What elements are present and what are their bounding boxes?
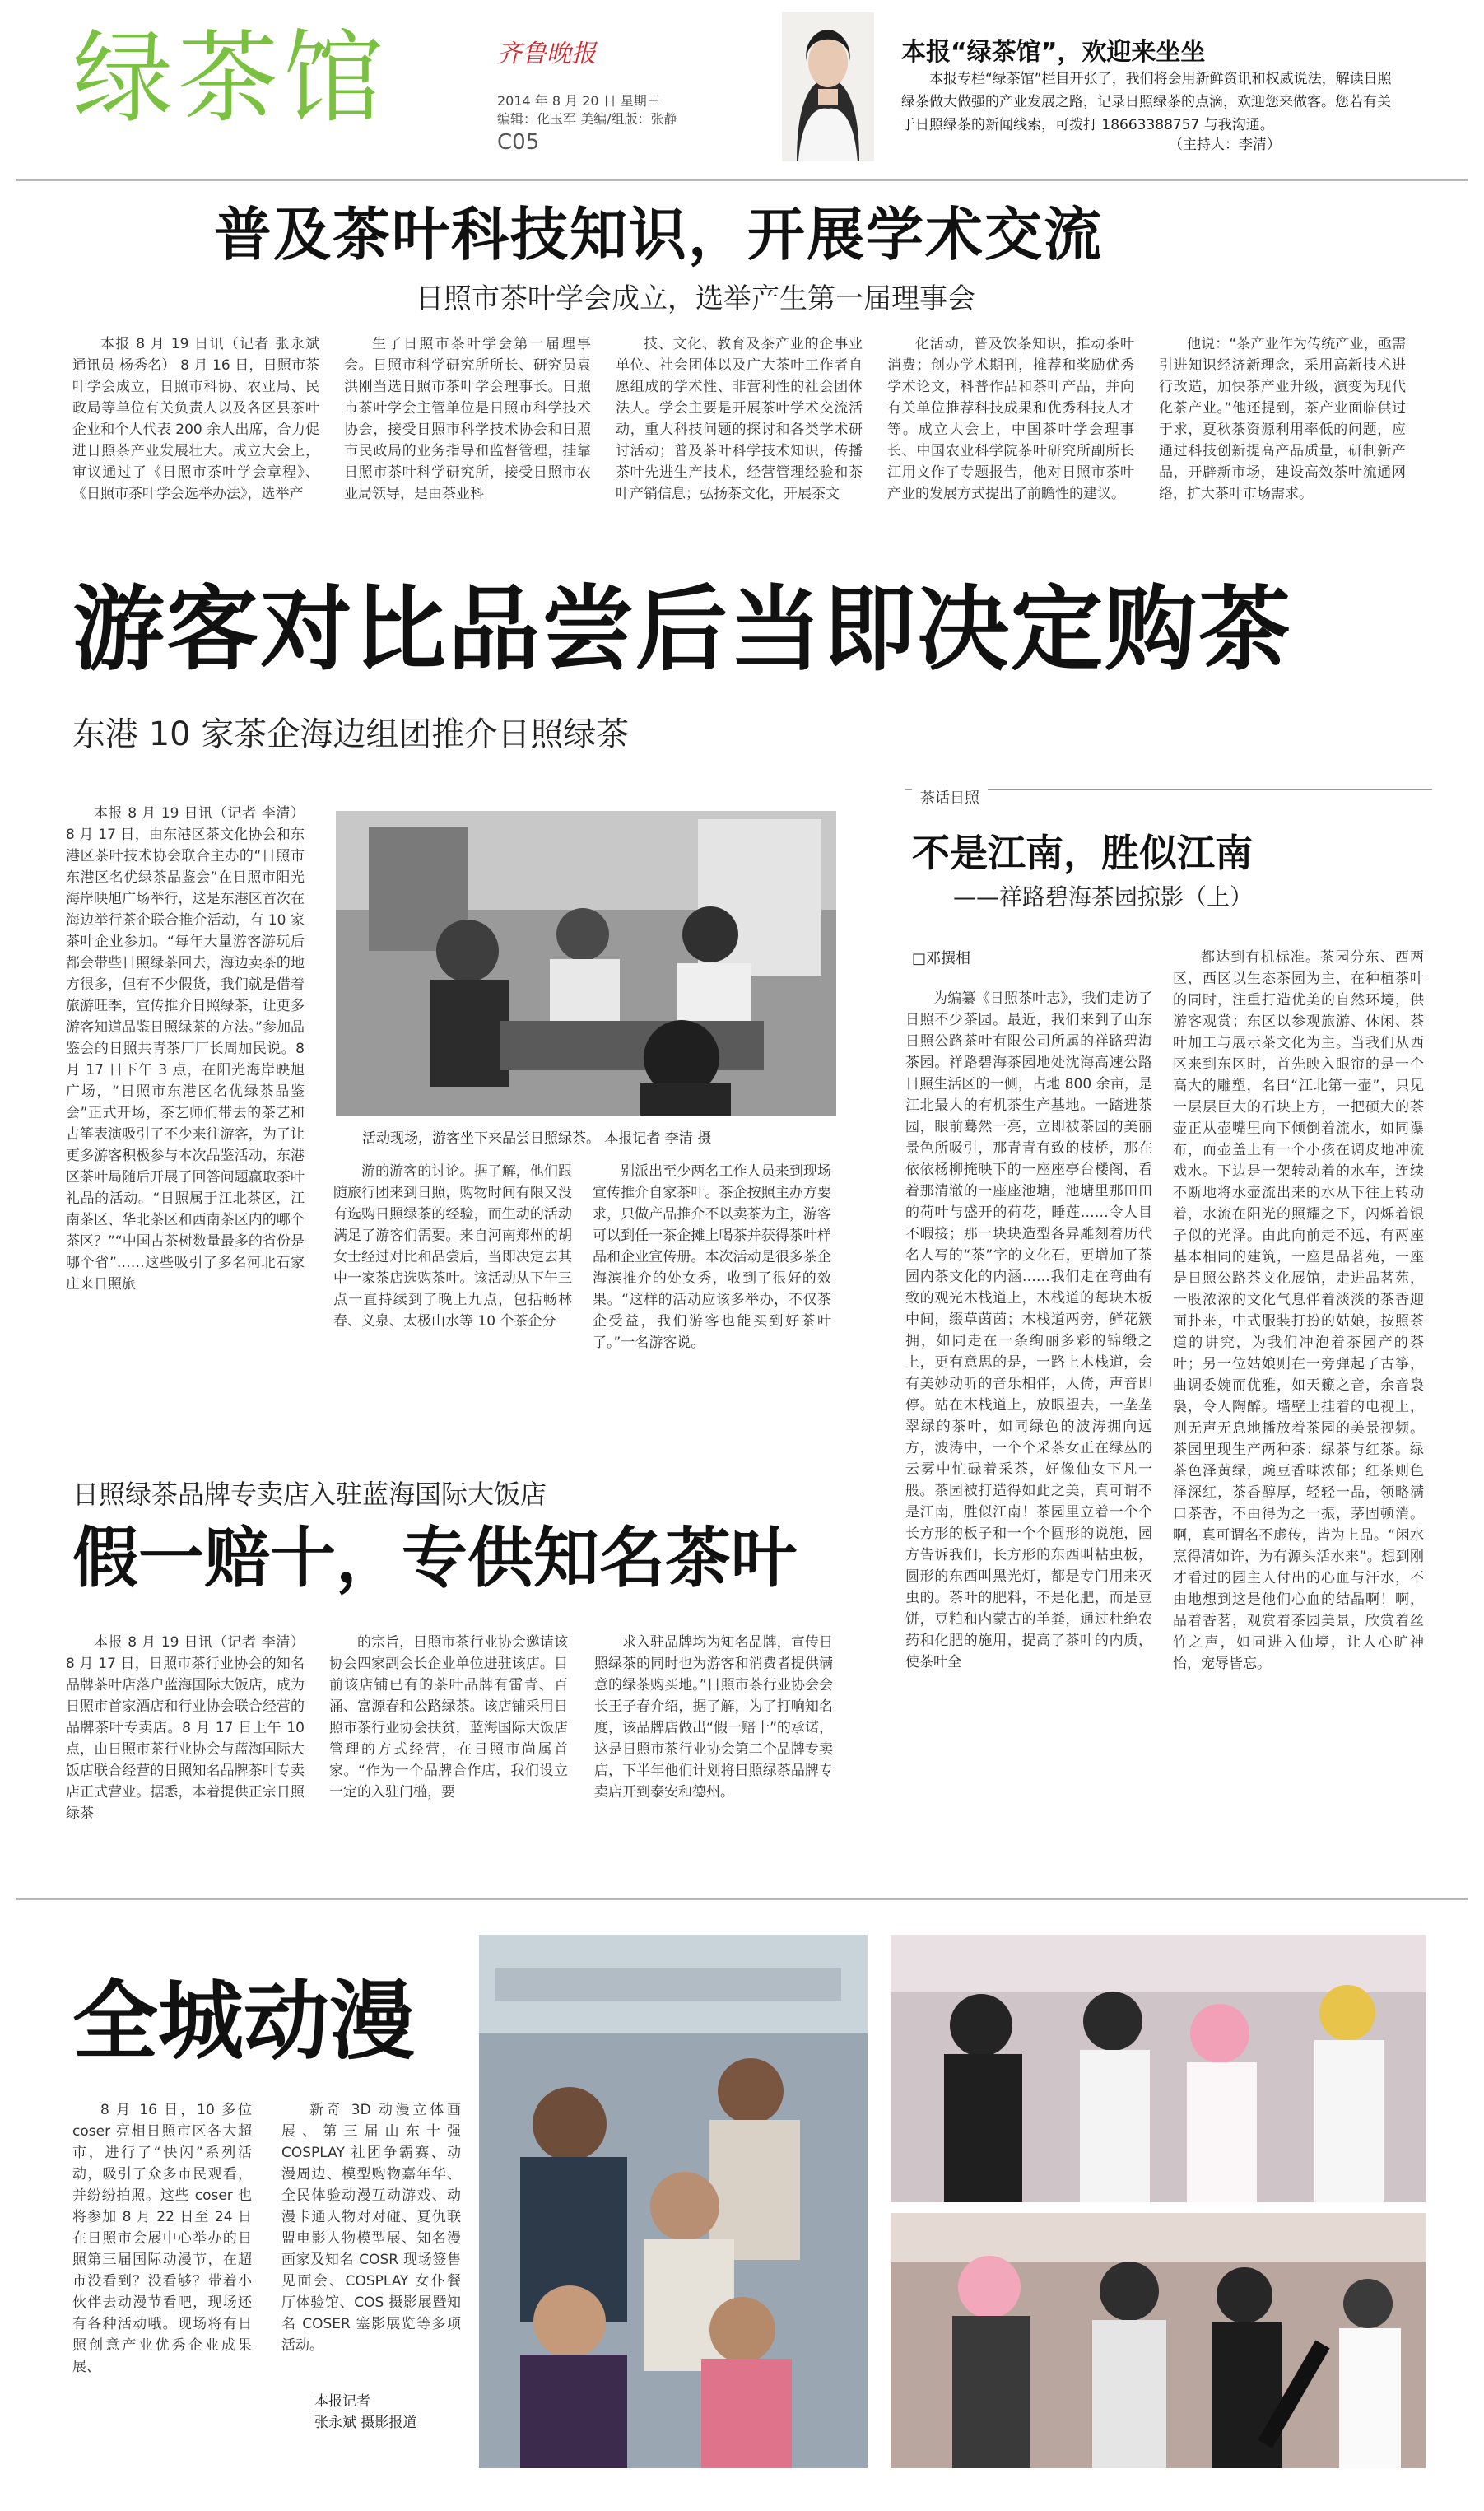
sidebar-tag: 茶话日照	[912, 786, 988, 808]
article1-column: 他说：“茶产业作为传统产业，亟需引进知识经济新理念，采用高新技术进行改造，加快茶产业升级，演变为现代化茶产业。”他还提到，茶产业面临供过于求，夏秋茶资源利用率低的问题，应通过科技创新提高产品质量，研制新产品，开辟新市场，建设高效茶叶流通网络，扩大茶叶市场需求。	[1159, 336, 1406, 502]
article1-column: 本报 8 月 19 日讯（记者 张永斌 通讯员 杨秀名） 8 月 16 日，日照市茶叶学会成立，日照市科协、农业局、民政局等单位有关负责人以及各区县茶叶企业和个人代表 200 余人出席，合力促进日照茶产业发展壮大。成立大会上，审议通过了《日照市茶叶学会章程》、《日照市茶叶学会选举办法》，选举产	[72, 336, 319, 502]
article4-column: 新奇 3D 动漫立体画展、第三届山东十强 COSPLAY 社团争霸赛、动漫周边、模型购物嘉年华、全民体验动漫互动游戏、动漫卡通人物对对碰、夏仇联盟电影人物模型展、知名漫画家及知名 COSR 现场签售见面会、COSPLAY 女仆餐厅体验馆、COS 摄影展暨知名 COSER 塞影展览等多项活动。	[281, 2102, 461, 2354]
tea-tasting-photo-caption: 活动现场，游客坐下来品尝日照绿茶。 本报记者 李清 摄	[362, 1130, 712, 1147]
section-rule	[16, 1898, 1468, 1900]
sidebar-byline: □邓撰相	[912, 950, 971, 967]
article1-column: 化活动，普及饮茶知识，推动茶叶消费；创办学术期刊，推荐和奖励优秀学术论文，科普作品和茶叶产品，并向有关单位推荐科技成果和优秀科技人才等。成立大会上，中国茶叶学会理事长、中国农业科学院茶叶研究所副所长江用文作了专题报告，他对日照市茶叶产业的发展方式提出了前瞻性的建议。	[887, 336, 1134, 502]
article3-column: 本报 8 月 19 日讯（记者 李清） 8 月 17 日，日照市茶行业协会的知名品牌茶叶店落户蓝海国际大饭店，成为日照市首家酒店和行业协会联合经营的品牌茶叶专卖店。8 月 17 日上午 10 点，由日照市茶行业协会与蓝海国际大饭店联合经营的日照知名品牌茶叶专卖店正式营业。据悉，本着提供正宗日照绿茶	[66, 1634, 305, 1822]
paper-logo: 齐鲁晚报	[497, 40, 596, 68]
cosplay-group-photo	[891, 1935, 1426, 2202]
article4-credit-label: 本报记者	[314, 2393, 370, 2410]
article2-column: 别派出至少两名工作人员来到现场宣传推介自家茶叶。茶企按照主办方要求，只做产品推介不以卖茶为主，游客可以到任一茶企摊上喝茶并获得茶叶样品和企业宣传册。本次活动是很多茶企海滨推介的处女秀，收到了很好的效果。“这样的活动应该多举办，不仅茶企受益，我们游客也能买到好茶叶了。”一名游客说。	[593, 1163, 831, 1351]
sidebar-column: 都达到有机标准。茶园分东、西两区，西区以生态茶园为主，在种植茶叶的同时，注重打造优美的自然环境，供游客观赏；东区以参观旅游、休闲、茶叶加工与展示茶文化为主。当我们从西区来到东区时，首先映入眼帘的是一个高大的雕塑，名曰“江北第一壶”，只见一层层巨大的石块上方，一把硕大的茶壶正从壶嘴里向下倾倒着流水，如同瀑布，而壶盖上有一个小孩在调皮地冲流戏水。下边是一架转动着的水车，连续不断地将水壶流出来的水从下往上转动着，水流在阳光的照耀之下，闪烁着银子似的光泽。由此向前走不远，有两座基本相同的建筑，一座是品茗苑，一座是日照公路茶文化展馆，走进品茗苑，一股浓浓的文化气息伴着淡淡的茶香迎面扑来，中式服装打扮的姑娘，按照茶道的讲究，为我们冲泡着茶园产的茶叶；另一位姑娘则在一旁弹起了古筝，曲调委婉而优雅，如天籁之音，余音袅袅，令人陶醉。墙壁上挂着的电视上，则无声无息地播放着茶园的美景视频。茶园里现生产两种茶：绿茶与红茶。绿茶色泽黄绿，豌豆香味浓郁；红茶则色泽深红，茶香醇厚，轻轻一品，领略满口茶香，不由得为之一振，茅固顿消。啊，真可谓名不虚传，皆为上品。“闲水烹得清如许，为有源头活水来”。想到刚才看过的园主人付出的心血与汗水，不由地想到这是他们心血的结晶啊！啊，品着香茗，观赏着茶园美景，欣赏着丝竹之声，如同进入仙境，让人心旷神怡，宠辱皆忘。	[1173, 949, 1424, 1672]
article2-column: 本报 8 月 19 日讯（记者 李清） 8 月 17 日，由东港区茶文化协会和东港区茶叶技术协会联合主办的“日照市东港区名优绿茶品鉴会”在日照市阳光海岸映旭广场举行，这是东港区首次在海边举行茶企联合推介活动，有 10 家茶叶企业参加。“每年大量游客游玩后都会带些日照绿茶回去，海边卖茶的地方很多，但有不少假货，我们就是借着旅游旺季，宣传推介日照绿茶，让更多游客知道品鉴日照绿茶的方法。”参加品鉴会的日照共青茶厂厂长周加民说。8 月 17 日下午 3 点，在阳光海岸映旭广场，“日照市东港区名优绿茶品鉴会”正式开场，茶艺师们带去的茶艺和古筝表演吸引了不少来往游客，为了让更多游客积极参与本次品鉴活动，东港区茶叶局随后开展了回答问题赢取茶叶礼品的活动。“日照属于江北茶区，江南茶区、华北茶区和西南茶区内的哪个茶区？”“中国古茶树数量最多的省份是哪个省”……这些吸引了多名河北石家庄来日照旅	[66, 805, 305, 1293]
tea-tasting-photo	[336, 811, 836, 1116]
intro-title: 本报“绿茶馆”，欢迎来坐坐	[901, 38, 1206, 67]
article3-column: 的宗旨，日照市茶行业协会邀请该协会四家副会长企业单位进驻该店。目前该店铺已有的茶叶品牌有雷青、百涌、富源春和公路绿茶。该店铺采用日照市茶行业协会扶贫，蓝海国际大饭店管理的方式经营，在日照市尚属首家。“作为一个品牌合作店，我们设立一定的入驻门槛，要	[329, 1634, 568, 1801]
article3-column: 求入驻品牌均为知名品牌，宣传日照绿茶的同时也为游客和消费者提供满意的绿茶购买地。”日照市茶行业协会会长王子春介绍，据了解，为了打响知名度，该品牌店做出“假一赔十”的承诺，这是日照市茶行业协会第二个品牌专卖店，下半年他们计划将日照绿茶品牌专卖店开到泰安和德州。	[594, 1634, 833, 1801]
article1-column: 生了日照市茶叶学会第一届理事会。日照市科学研究所所长、研究员袁洪刚当选日照市茶叶学会理事长。日照市茶叶学会主管单位是日照市科学技术协会，接受日照市科学技术协会和日照市民政局的业务指导和监督管理，挂靠日照市茶叶科学研究所，接受日照市农业局领导，是由茶业科	[344, 336, 591, 502]
date-line: 2014 年 8 月 20 日 星期三	[497, 93, 660, 109]
article1-column: 技、文化、教育及茶产业的企事业单位、社会团体以及广大茶叶工作者自愿组成的学术性、非营利性的社会团体法人。学会主要是开展茶叶学术交流活动，重大科技问题的探讨和各类学术研讨活动；普及茶叶科学技术知识，传播茶叶先进生产技术，经营管理经验和茶叶产销信息；弘扬茶文化，开展茶文	[616, 336, 863, 502]
article2-headline: 游客对比品尝后当即决定购茶	[72, 576, 1292, 683]
article2-column: 游的游客的讨论。据了解，他们跟随旅行团来到日照，购物时间有限又没有选购日照绿茶的经验，而生动的活动满足了游客们需要。来自河南郑州的胡女士经过对比和品尝后，当即决定去其中一家茶店选购茶叶。该活动从下午三点一直持续到了晚上九点，包括畅林春、义泉、太极山水等 10 个茶企分	[333, 1163, 572, 1330]
article3-kicker: 日照绿茶品牌专卖店入驻蓝海国际大饭店	[72, 1479, 547, 1510]
sidebar-headline: 不是江南，胜似江南	[912, 831, 1253, 875]
masthead-rule	[16, 179, 1468, 181]
sidebar-subhead: ——祥路碧海茶园掠影（上）	[953, 883, 1254, 911]
article4-headline: 全城动漫	[72, 1971, 416, 2071]
article1-headline: 普及茶叶科技知识，开展学术交流	[214, 201, 1103, 268]
article1-subhead: 日照市茶叶学会成立，选举产生第一届理事会	[416, 282, 975, 315]
section-title: 绿茶馆	[72, 20, 388, 137]
article2-subhead: 东港 10 家茶企海边组团推介日照绿茶	[72, 715, 630, 753]
page-number: C05	[497, 130, 540, 155]
article4-column: 8 月 16 日，10 多位 coser 亮相日照市区各大超市，进行了“快闪”系列活动，吸引了众多市民观看，并纷纷拍照。这些 coser 也将参加 8 月 22 日至 24 日在日照市会展中心举办的日照第三届国际动漫节，在超市没看到？没看够？带着小伙伴去动漫节看吧，现场还有各种活动哦。现场将有日照创意产业优秀企业成果展、	[72, 2102, 252, 2375]
sidebar-column: 为编纂《日照茶叶志》，我们走访了日照不少茶园。最近，我们来到了山东日照公路茶叶有限公司所属的祥路碧海茶园。祥路碧海茶园地处沈海高速公路日照生活区的一侧，占地 800 余亩，是江北最大的有机茶生产基地。一踏进茶园，眼前蓦然一亮，立即被茶园的美丽景色所吸引，那青青有致的枝桥，那在依依杨柳掩映下的一座座亭台楼阁，看着那清澈的一座座池塘，池塘里那田田的荷叶与盛开的荷花，睡莲……令人目不暇接；那一块块造型各异雕刻着历代名人写的“茶”字的文化石，更增加了茶园内茶文化的内涵……我们走在弯曲有致的观光木栈道上，木栈道的每块木板中间，缀草茵茵；木栈道两旁，鲜花簇拥，如同走在一条绚丽多彩的锦缎之上，更有意思的是，一路上木栈道，会有美妙动听的音乐相伴，人倚，声音即停。站在木栈道上，放眼望去，一垄垄翠绿的茶叶，如同绿色的波涛拥向远方，波涛中，一个个采茶女正在绿丛的云雾中忙碌着采茶，好像仙女下凡一般。茶园被打造得如此之美，真可谓不是江南，胜似江南！茶园里立着一个个长方形的板子和一个个圆形的说施，园方告诉我们，长方形的东西叫粘虫板，圆形的东西叫黑光灯，都是专门用来灭虫的。茶叶的肥料，不是化肥，而是豆饼，豆粕和内蒙古的羊粪，通过杜绝农药和化肥的施用，提高了茶叶的内质，使茶叶全	[905, 990, 1152, 1670]
intro-host: （主持人：李清）	[1169, 137, 1281, 153]
article3-headline: 假一赔十，专供知名茶叶	[72, 1520, 797, 1596]
intro-text: 本报专栏“绿茶馆”栏目开张了，我们将会用新鲜资讯和权威说法，解读日照绿茶做大做强的产业发展之路，记录日照绿茶的点滴，欢迎您来做客。您若有关于日照绿茶的新闻线索，可拨打 18663388757 与我沟通。	[901, 71, 1392, 133]
cosplay-crowd-photo	[891, 2213, 1426, 2468]
editors-line: 编辑：化玉军 美编/组版：张静	[497, 111, 677, 127]
article4-credit-name: 张永斌 摄影报道	[314, 2415, 417, 2431]
host-portrait	[782, 12, 874, 161]
supermarket-crowd-photo	[479, 1935, 868, 2468]
